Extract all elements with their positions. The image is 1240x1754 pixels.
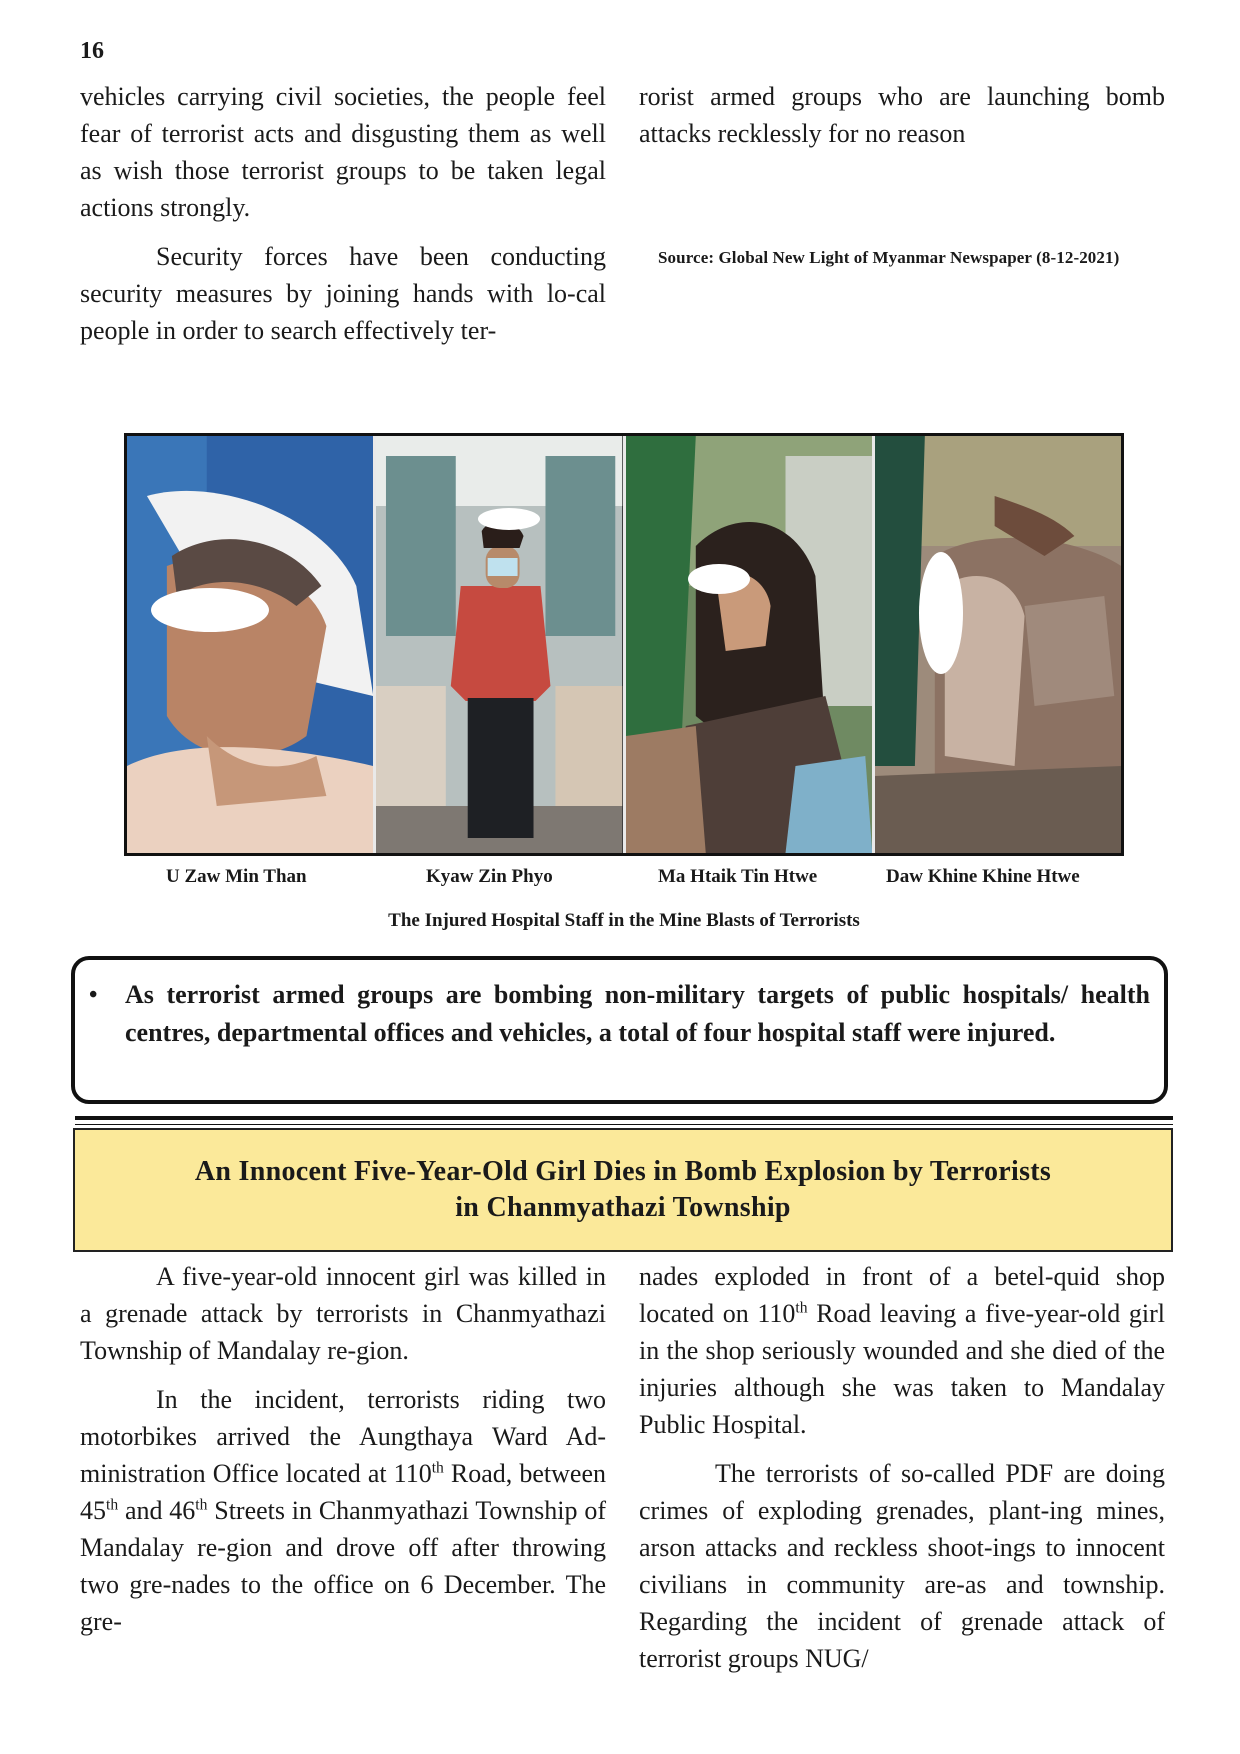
headline-line: An Innocent Five-Year-Old Girl Dies in Bomb Explosion by Terrorists: [194, 1156, 1052, 1187]
paragraph: A five-year-old innocent girl was killed in a grenade attack by terrorists in Chanmyathazi Township of Mandalay re-gion.: [80, 1262, 606, 1365]
article-left-column: [80, 1258, 606, 1640]
superscript: th: [795, 1299, 808, 1317]
headline-line: in Chanmyathazi Township: [455, 1192, 791, 1223]
divider: [75, 1124, 1173, 1125]
photo-patient-4: [875, 436, 1121, 853]
callout-box: [71, 956, 1168, 1104]
photo-caption: The Injured Hospital Staff in the Mine Blasts of Terrorists: [388, 910, 860, 931]
paragraph: rorist armed groups who are launching bomb attacks recklessly for no reason: [639, 82, 1165, 148]
source-credit: Source: Global New Light of Myanmar Newspaper (8-12-2021): [658, 248, 1120, 267]
text-run: Streets in Chanmyathazi Township of Mandalay re-gion and drove off after throwing two gre-nades to the office on 6 December. The gre-: [80, 1496, 606, 1636]
paragraph: vehicles carrying civil societies, the people feel fear of terrorist acts and disgusting them as well as wish those terrorist groups to be taken legal actions strongly.: [80, 82, 606, 222]
text-run: Road, between 45: [80, 1459, 606, 1525]
top-left-column: [80, 78, 606, 349]
photo-name: Kyaw Zin Phyo: [426, 866, 553, 887]
page-number: 16: [80, 38, 104, 64]
paragraph: The terrorists of so-called PDF are doing crimes of exploding grenades, plant-ing mines, arson attacks and reckless shoot-ings to innocent civilians in community are-as and township. Regarding the incident of grenade attack of terrorist groups NUG/: [639, 1459, 1165, 1673]
superscript: th: [195, 1496, 208, 1514]
superscript: th: [106, 1496, 119, 1514]
paragraph: [639, 1258, 1165, 1443]
photo-strip: [124, 433, 1124, 856]
paragraph: [80, 1381, 606, 1640]
paragraph: Security forces have been conducting security measures by joining hands with lo-cal people in order to search effectively ter-: [80, 242, 606, 345]
top-right-column: [639, 78, 1165, 152]
article-right-column: [639, 1258, 1165, 1677]
text-run: nades exploded in front of a betel-quid shop located on 110: [639, 1262, 1165, 1328]
article-headline-box: [73, 1128, 1173, 1252]
photo-patient-3: [626, 436, 875, 853]
superscript: th: [431, 1459, 444, 1477]
photo-patient-2: [376, 436, 625, 853]
callout-text: • As terrorist armed groups are bombing non-military targets of public hospitals/ health centres, departmental offices and vehicles, a total of four hospital staff were injured.: [125, 976, 1150, 1052]
text-run: In the incident, terrorists riding two motorbikes arrived the Aungthaya Ward Ad-ministration Office located at 110: [80, 1385, 606, 1488]
divider: [75, 1116, 1173, 1120]
photo-patient-1: [127, 436, 376, 853]
article-headline: [195, 1154, 1051, 1226]
text-run: and 46: [118, 1496, 196, 1525]
text-run: Road leaving a five-year-old girl in the shop seriously wounded and she died of the injuries although she was taken to Mandalay Public Hospital.: [639, 1299, 1166, 1439]
photo-name: U Zaw Min Than: [166, 866, 307, 887]
photo-name: Daw Khine Khine Htwe: [886, 866, 1080, 887]
photo-name: Ma Htaik Tin Htwe: [658, 866, 818, 887]
